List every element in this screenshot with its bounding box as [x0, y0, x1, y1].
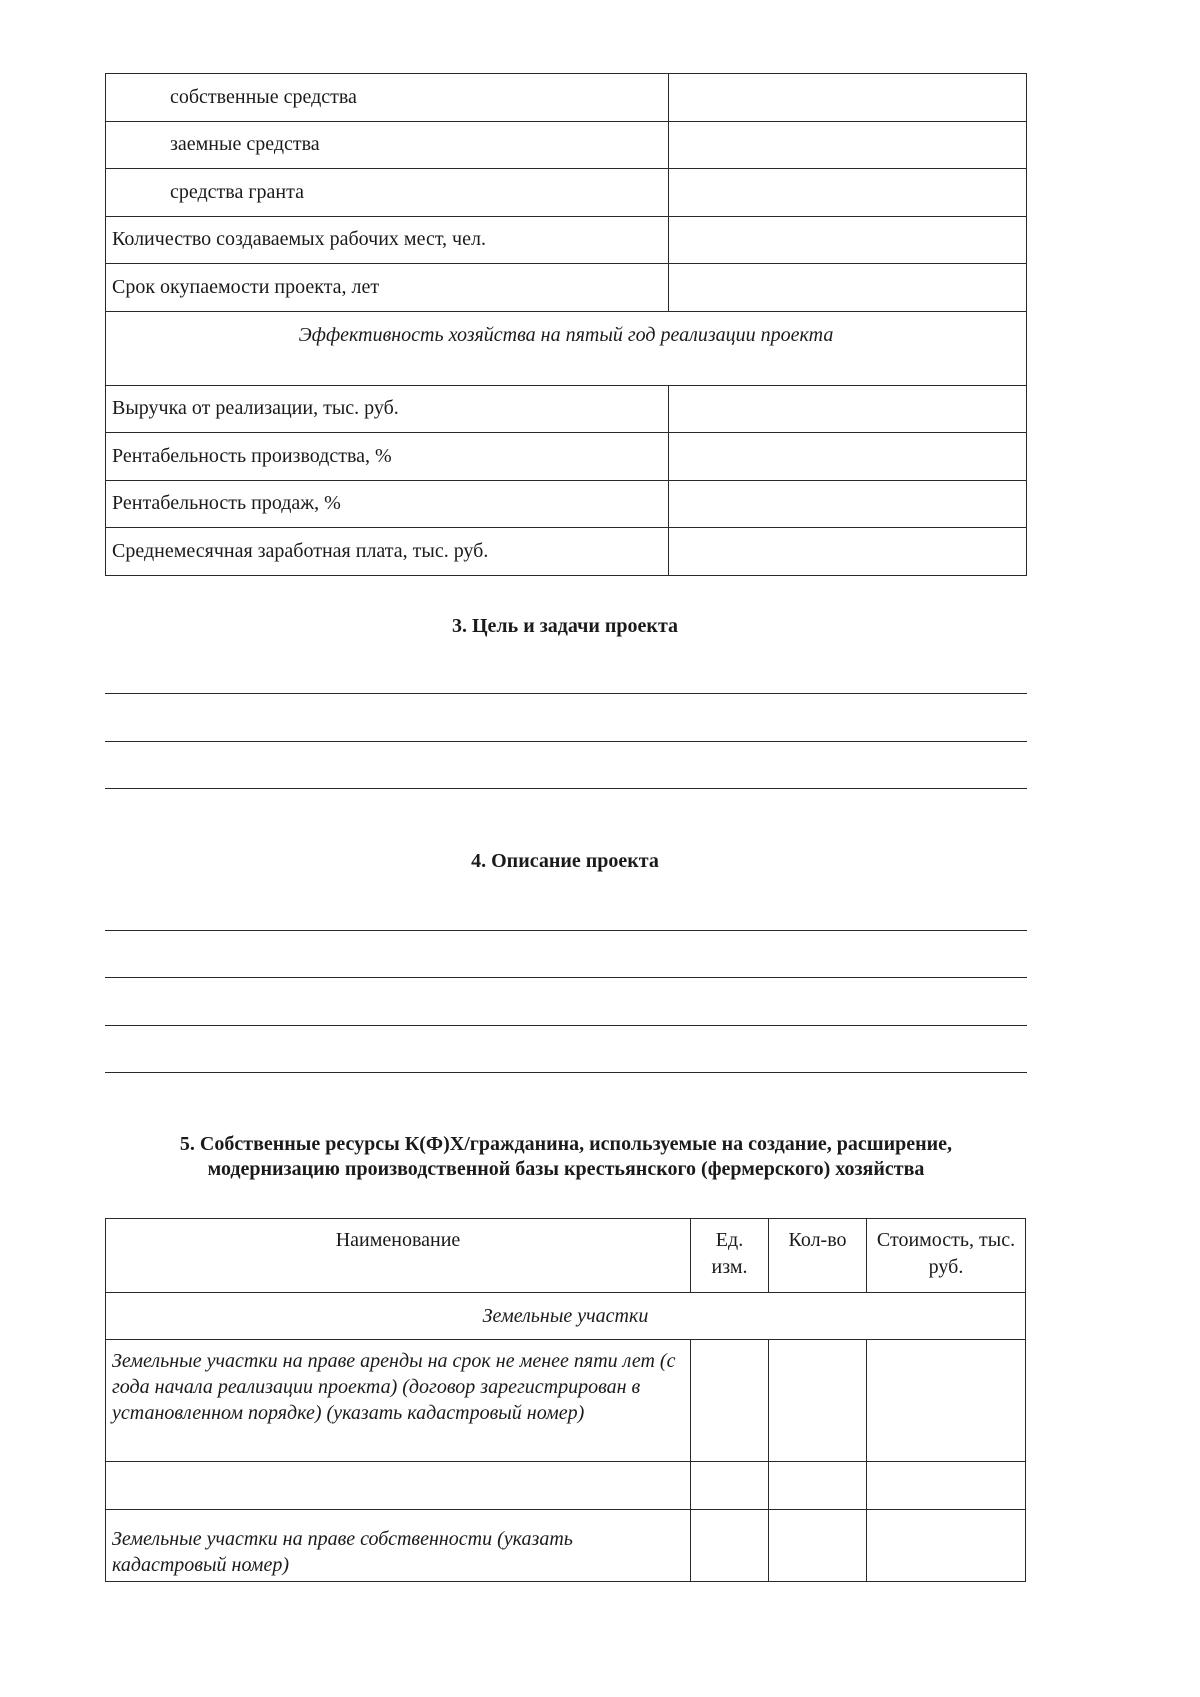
- header-unit: Ед. изм.: [691, 1219, 769, 1293]
- table-row: [106, 1462, 1026, 1510]
- group-row: [106, 1293, 1026, 1340]
- row-label: Среднемесячная заработная плата, тыс. руб.: [106, 528, 669, 576]
- table-row: [106, 74, 1027, 122]
- fill-in-line[interactable]: [105, 788, 1027, 789]
- table-row: [106, 385, 1027, 433]
- row-value-cell[interactable]: [669, 480, 1027, 528]
- section-row: [106, 311, 1027, 385]
- fill-in-line[interactable]: [105, 1072, 1027, 1073]
- unit-cell[interactable]: [691, 1340, 769, 1462]
- fill-in-line[interactable]: [105, 977, 1027, 978]
- unit-cell[interactable]: [691, 1510, 769, 1582]
- fill-in-line[interactable]: [105, 930, 1027, 931]
- own-resources-table: [105, 1218, 1026, 1582]
- qty-cell[interactable]: [769, 1510, 867, 1582]
- qty-cell[interactable]: [769, 1462, 867, 1510]
- row-value-cell[interactable]: [669, 216, 1027, 264]
- row-value-cell[interactable]: [669, 528, 1027, 576]
- section-5-title-line2: модернизацию производственной базы крестьянского (фермерского) хозяйства: [207, 1158, 925, 1180]
- fill-in-line[interactable]: [105, 693, 1027, 694]
- qty-cell[interactable]: [769, 1340, 867, 1462]
- row-value-cell[interactable]: [669, 74, 1027, 122]
- header-qty: Кол-во: [769, 1219, 867, 1293]
- row-label: Количество создаваемых рабочих мест, чел.: [106, 216, 669, 264]
- table-row: [106, 480, 1027, 528]
- table-row: [106, 264, 1027, 312]
- table-row: [106, 528, 1027, 576]
- section-3-title: 3. Цель и задачи проекта: [451, 615, 679, 637]
- table-row: [106, 1340, 1026, 1462]
- row-value-cell[interactable]: [669, 169, 1027, 217]
- row-label: Выручка от реализации, тыс. руб.: [106, 385, 669, 433]
- table-row: [106, 1510, 1026, 1582]
- item-name: Земельные участки на праве собственности (указать кадастровый номер): [106, 1510, 691, 1582]
- row-label: средства гранта: [106, 169, 669, 217]
- row-label: собственные средства: [106, 74, 669, 122]
- row-value-cell[interactable]: [669, 121, 1027, 169]
- fill-in-line[interactable]: [105, 1025, 1027, 1026]
- section-title: Эффективность хозяйства на пятый год реализации проекта: [106, 311, 1027, 385]
- table-row: [106, 121, 1027, 169]
- item-name[interactable]: [106, 1462, 691, 1510]
- row-label: Рентабельность производства, %: [106, 433, 669, 481]
- section-5-title: [105, 1132, 1027, 1182]
- cost-cell[interactable]: [867, 1510, 1026, 1582]
- fill-in-line[interactable]: [105, 741, 1027, 742]
- section-5-title-line1: 5. Собственные ресурсы К(Ф)Х/гражданина, используемые на создание, расширение,: [179, 1133, 953, 1155]
- row-value-cell[interactable]: [669, 385, 1027, 433]
- header-cost: Стоимость, тыс. руб.: [867, 1219, 1026, 1293]
- row-label: Рентабельность продаж, %: [106, 480, 669, 528]
- table-row: [106, 169, 1027, 217]
- cost-cell[interactable]: [867, 1340, 1026, 1462]
- group-title: Земельные участки: [106, 1293, 1026, 1340]
- table-row: [106, 216, 1027, 264]
- table-header-row: [106, 1219, 1026, 1293]
- section-4-title: 4. Описание проекта: [471, 850, 659, 872]
- row-value-cell[interactable]: [669, 264, 1027, 312]
- unit-cell[interactable]: [691, 1462, 769, 1510]
- table-row: [106, 433, 1027, 481]
- project-indicators-table: [105, 73, 1027, 576]
- row-label: заемные средства: [106, 121, 669, 169]
- cost-cell[interactable]: [867, 1462, 1026, 1510]
- row-label: Срок окупаемости проекта, лет: [106, 264, 669, 312]
- item-name: Земельные участки на праве аренды на срок не менее пяти лет (с года начала реализации проекта) (договор зарегистрирован в установленном порядке) (указать кадастровый номер): [106, 1340, 691, 1462]
- row-value-cell[interactable]: [669, 433, 1027, 481]
- header-name: Наименование: [106, 1219, 691, 1293]
